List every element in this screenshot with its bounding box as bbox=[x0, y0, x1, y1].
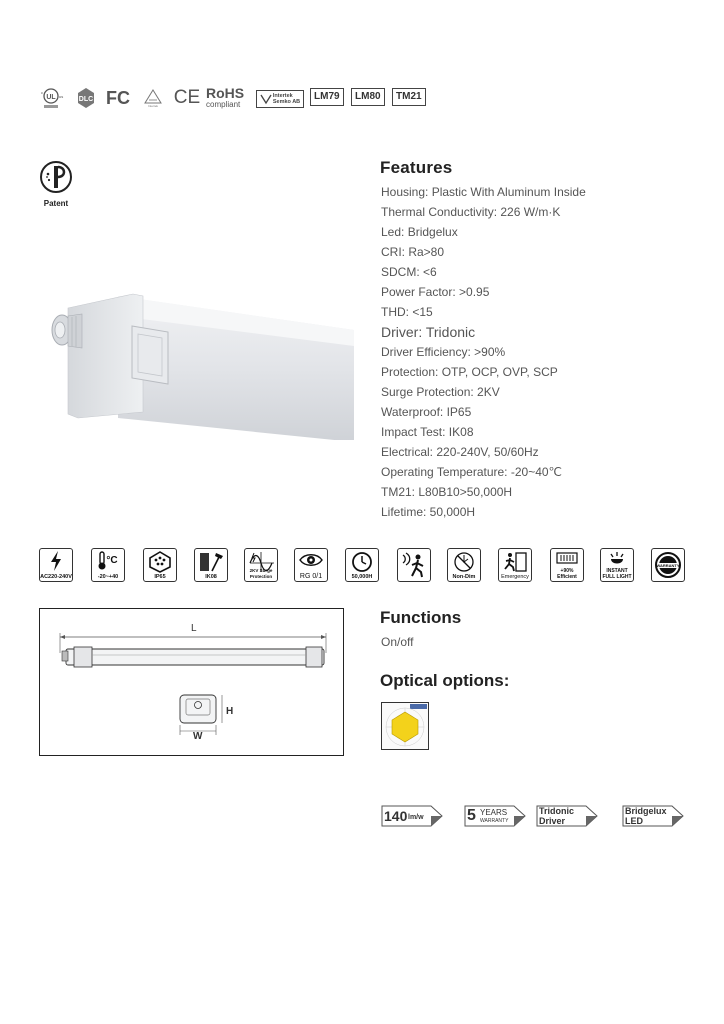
driver-label: Driver bbox=[539, 816, 566, 826]
rohs-subtitle: compliant bbox=[206, 100, 241, 109]
spec-caption: -20~+40 bbox=[97, 574, 119, 580]
spec-caption: Emergency bbox=[501, 574, 529, 580]
ik08-icon bbox=[194, 548, 228, 582]
driver-brand: Tridonic bbox=[539, 806, 575, 816]
ce-label: CE bbox=[173, 87, 201, 108]
lightning-icon bbox=[39, 548, 73, 582]
feature-item: CRI: Ra>80 bbox=[381, 245, 445, 259]
led-brand: Bridgelux bbox=[625, 806, 667, 816]
efficiency-icon bbox=[550, 548, 584, 582]
spec-caption: INSTANT FULL LIGHT bbox=[602, 568, 632, 580]
lm80-label: LM80 bbox=[351, 88, 385, 106]
semko-check-icon bbox=[260, 93, 272, 105]
fc-cert-icon bbox=[104, 88, 132, 108]
svg-text:°C: °C bbox=[106, 555, 118, 566]
svg-text:DLC: DLC bbox=[78, 96, 94, 103]
patent-badge bbox=[38, 160, 74, 206]
surge-protection-icon bbox=[244, 548, 278, 582]
feature-item: SDCM: <6 bbox=[381, 265, 437, 279]
tm21-cert bbox=[392, 88, 426, 106]
fc-label: FC bbox=[106, 87, 130, 108]
instant-light-icon bbox=[600, 548, 634, 582]
features-title: Features bbox=[380, 158, 453, 177]
feature-item: Electrical: 220-240V, 50/60Hz bbox=[381, 445, 539, 459]
feature-item: Protection: OTP, OCP, OVP, SCP bbox=[381, 365, 558, 379]
spec-caption: IP65 bbox=[154, 574, 166, 580]
warranty-badge bbox=[464, 805, 526, 827]
semko-title: Intertek bbox=[272, 93, 293, 99]
non-dim-icon bbox=[447, 548, 481, 582]
width-label: W bbox=[193, 731, 203, 742]
patent-icon bbox=[39, 160, 73, 194]
warranty-seal-icon bbox=[651, 548, 685, 582]
svg-text:us: us bbox=[59, 94, 64, 99]
led-label: LED bbox=[625, 816, 643, 826]
dimension-diagram bbox=[39, 608, 344, 756]
svg-text:c: c bbox=[41, 90, 43, 95]
thermometer-icon bbox=[91, 548, 125, 582]
intertek-triangle-icon bbox=[143, 88, 163, 108]
ce-cert-icon bbox=[173, 88, 201, 108]
rohs-title: RoHS bbox=[206, 85, 245, 101]
spec-caption: +90% Efficient bbox=[557, 568, 577, 580]
eye-icon bbox=[294, 548, 328, 582]
beam-pattern-icon bbox=[382, 703, 428, 749]
svg-text:UL: UL bbox=[46, 94, 56, 101]
semko-subtitle: Semko AB bbox=[272, 99, 301, 105]
spec-caption: 100% WARRANTY bbox=[656, 558, 680, 568]
functions-title: Functions bbox=[380, 608, 462, 627]
svg-text:Intertek: Intertek bbox=[147, 104, 159, 108]
product-image bbox=[48, 290, 354, 440]
ul-cert-icon bbox=[38, 86, 64, 110]
feature-item: TM21: L80B10>50,000H bbox=[381, 485, 513, 499]
spec-caption: RG 0/1 bbox=[299, 573, 323, 580]
warranty-number: 5 bbox=[467, 807, 476, 824]
feature-item: Driver: Tridonic bbox=[381, 324, 476, 340]
lm80-cert bbox=[351, 88, 385, 106]
spec-caption: 50,000H bbox=[351, 574, 373, 580]
clock-icon bbox=[345, 548, 379, 582]
feature-item: Lifetime: 50,000H bbox=[381, 505, 476, 519]
feature-item: Surge Protection: 2KV bbox=[381, 385, 500, 399]
functions-text: On/off bbox=[381, 635, 414, 649]
spec-caption: Non-Dim bbox=[452, 574, 476, 580]
feature-item: Operating Temperature: -20~40℃ bbox=[381, 465, 563, 479]
height-label: H bbox=[226, 706, 234, 717]
led-badge bbox=[622, 805, 684, 827]
semko-cert bbox=[256, 90, 304, 108]
feature-item: Power Factor: >0.95 bbox=[381, 285, 490, 299]
length-label: L bbox=[191, 623, 197, 634]
feature-item: Waterproof: IP65 bbox=[381, 405, 472, 419]
lm79-label: LM79 bbox=[310, 88, 344, 106]
spec-caption: AC220-240V bbox=[40, 574, 72, 580]
spec-caption: IK08 bbox=[205, 574, 217, 580]
lm79-cert bbox=[310, 88, 344, 106]
dlc-cert-icon bbox=[74, 86, 98, 110]
feature-item: Thermal Conductivity: 226 W/m·K bbox=[381, 205, 561, 219]
feature-item: THD: <15 bbox=[381, 305, 433, 319]
efficacy-unit: lm/w bbox=[408, 814, 424, 821]
feature-item: Driver Efficiency: >90% bbox=[381, 345, 506, 359]
motion-sensor-icon bbox=[397, 548, 431, 582]
warranty-label: WARRANTY bbox=[480, 818, 509, 824]
feature-item: Impact Test: IK08 bbox=[381, 425, 474, 439]
ip65-icon bbox=[143, 548, 177, 582]
patent-label: Patent bbox=[43, 199, 69, 208]
efficacy-value: 140 bbox=[384, 808, 408, 824]
feature-item: Led: Bridgelux bbox=[381, 225, 458, 239]
tm21-label: TM21 bbox=[392, 88, 426, 106]
rohs-cert bbox=[206, 86, 250, 110]
spec-caption: 2KV Surge Protection bbox=[249, 568, 273, 579]
optical-option-thumb bbox=[381, 702, 429, 750]
warranty-years: YEARS bbox=[480, 808, 508, 817]
driver-badge bbox=[536, 805, 598, 827]
optical-options-title: Optical options: bbox=[380, 671, 510, 690]
emergency-exit-icon bbox=[498, 548, 532, 582]
feature-item: Housing: Plastic With Aluminum Inside bbox=[381, 185, 586, 199]
efficacy-badge bbox=[381, 805, 443, 827]
